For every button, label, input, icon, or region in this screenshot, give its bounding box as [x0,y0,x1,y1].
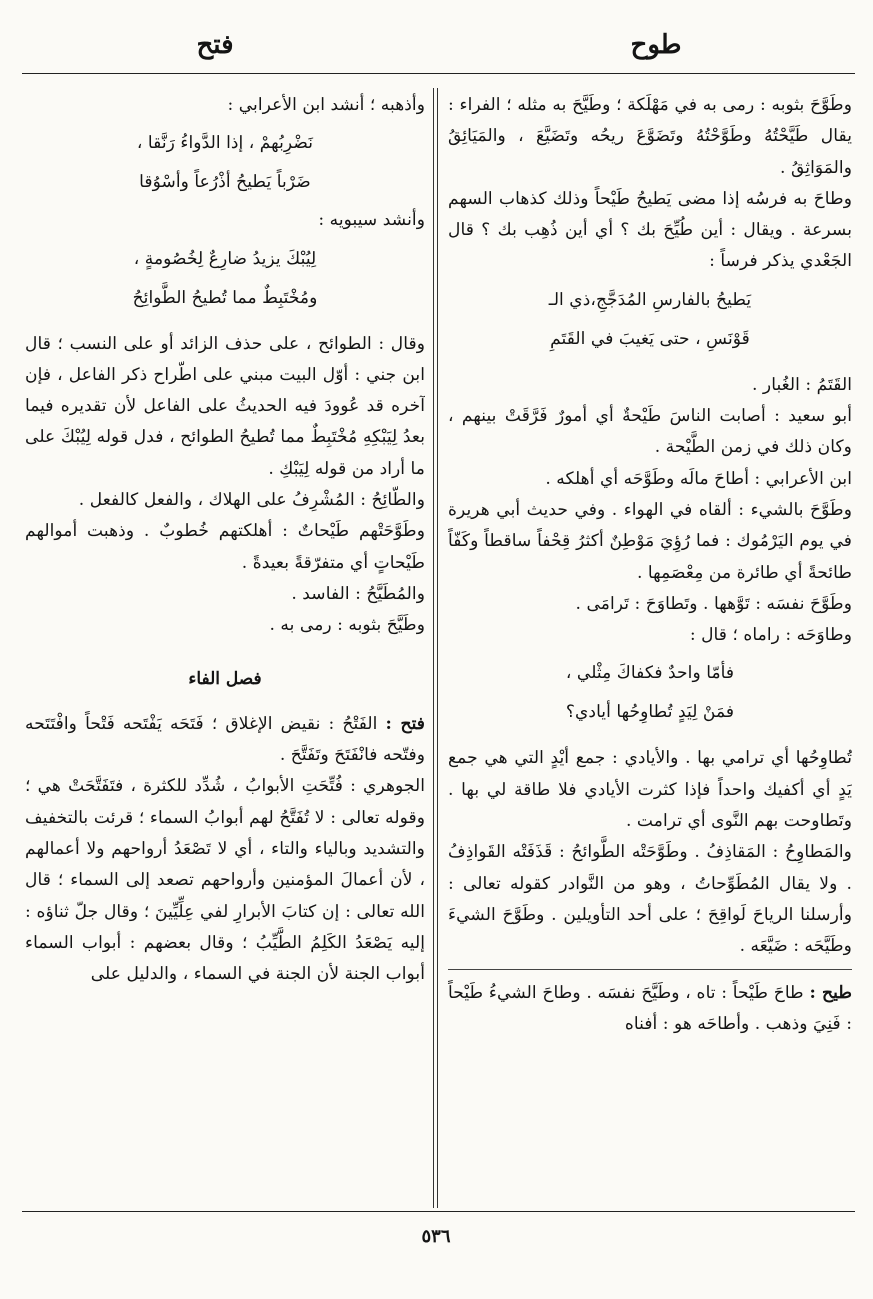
verse-line [25,127,425,160]
right-running-head: طوح [630,30,682,60]
entry-paragraph [25,329,425,485]
column-divider [433,88,434,1208]
bottom-rule [22,1211,855,1212]
entry-text: فمَنْ لِيَدٍ تُطاوِحُها أيادي؟ [565,702,735,723]
entry-text: وطَوَّحَ نفسَه : تَوَّهها . وتَطاوَحَ : تَرامَى . [575,593,852,614]
entry-text: فأمّا واحدٌ فكفاكَ مِثْلي ، [565,663,735,684]
entry-text: وأذهبه ؛ أنشد ابن الأعرابي : [227,95,425,115]
verse-line [448,284,852,317]
entry-text: وأنشد سيبويه : [318,210,425,231]
entry-text: ضَرْباً يَطيحُ أذْرُعاً وأسْوُقا [139,172,311,193]
entry-paragraph [448,464,852,495]
entry-text: وقال : الطوائح ، على حذف الزائد أو على النسب ؛ قال ابن جني : أوّل البيت مبني على اطّراح ذكر الفاعل ، فإن آخره قد عُوودَ فيه الحديثُ على الفاعل لأن تقديره فيما بعدُ لِيَبْكِهِ مُخْتَبِطٌ مما تُطيحُ الطوائح ، فدل قوله لِيُبْكَ على ما أراد من قوله لِيَبْكِ . [25,333,425,479]
entry-text: وطاوَحَه : راماه ؛ قال : [689,625,852,646]
entry-paragraph [448,184,852,278]
entry-paragraph [25,709,425,772]
entry-text: نَضْرِبُهمْ ، إذا الدَّواءُ رَنَّقا ، [136,133,314,154]
entry-text: وطَوَّحَتْهم طَيْحاتٌ : أهلكتهم خُطوبٌ . وذهبت أموالهم طَيْحاتٍ أي متفرّقةً بعيدةً . [25,521,425,573]
entry-text: والطّائِحُ : المُشْرِفُ على الهلاك ، والفعل كالفعل . [78,490,425,511]
right-column [448,90,852,1040]
entry-text: وطَوَّحَ بالشيء : ألقاه في الهواء . وفي حديث أبي هريرة في يوم اليَرْمُوك : فما رُؤِيَ مَوْطِنٌ أكثرُ قِحْفاً ساقطاً وكَفّاً طائحةً أي طائرة من مِعْصَمِها . [448,499,852,583]
entry-text: يَطيحُ بالفارسِ المُدَجَّجِ،ذي الـ [548,289,752,310]
section-heading: فصل الفاء [188,668,262,689]
verse-line [448,696,852,729]
page-number: ٥٣٦ [421,1226,451,1247]
entry-text: وطَيَّحَ بثوبه : رمى به . [269,615,425,636]
entry-text: ومُخْتَبِطٌ مما تُطيحُ الطَّوائِحُ [132,287,318,308]
headword: طيح : [809,982,852,1003]
entry-paragraph [448,401,852,464]
entry-paragraph [25,205,425,236]
entry-text: طاحَ طَيْحاً : تاه ، وطَيَّحَ نفسَه . وطاحَ الشيءُ طَيْحاً : فَنِيَ وذهب . وأطاحَه هو : أفناه [448,982,852,1034]
entry-text: وطَوَّحَ بثوبه : رمى به في مَهْلَكة ؛ وطَيَّحَ به مثله ؛ الفراء : يقال طَيَّحْتُهُ وطَوَّحْتُهُ وتَضَوَّعَ ريحُه وتَضَيَّعَ ، والمَيَائِقُ والمَوَاثِقُ . [448,95,852,178]
verse-line [25,282,425,315]
entry-text: القَتَمُ : الغُبار . [751,374,852,395]
entry-paragraph [448,589,852,620]
entry-paragraph [448,370,852,401]
entry-separator [448,969,852,970]
entry-text: الفَتْحُ : نقيض الإغلاق ؛ فَتَحَه يَفْتَحه فَتْحاً وافْتَتَحه وفتّحه فانْفَتَحَ وتَفَتَّحَ . [25,713,425,766]
left-running-head: فتح [196,30,234,60]
entry-paragraph [448,495,852,589]
entry-paragraph [448,620,852,651]
entry-text: والمَطاوِحُ : المَقاذِفُ . وطَوَّحَتْه الطَّوائحُ : قَذَفَتْه القَواذِفُ . ولا يقال المُطَوِّحاتُ ، وهو من النَّوادر كقوله تعالى : وأرسلنا الرياحَ لَواقِحَ ؛ على أحد التأويلين . وطَوَّحَ الشيءَ وطَيَّحَه : ضَيَّعَه . [448,842,852,957]
entry-paragraph [25,485,425,516]
entry-paragraph [25,610,425,641]
verse-line [25,243,425,276]
entry-paragraph [448,90,852,184]
entry-paragraph [25,579,425,610]
column-divider-inner [437,88,438,1208]
entry-text: الجوهري : فُتِّحَتِ الأبوابُ ، شُدِّد للكثرة ، فتَفَتَّحَتْ هي ؛ وقوله تعالى : لا تُفَتَّحُ لهم أبوابُ السماء ؛ قرئت بالتخفيف والتشديد وبالياء والتاء ، أي لا تَصْعَدُ أرواحهم ولا أعمالهم ، لأن أعمالَ المؤمنين وأرواحهم تصعد إلى السماء ؛ قال الله تعالى : إن كتابَ الأبرارِ لفي عِلِّيِّينَ ؛ وقال جلّ ثناؤه : إليه يَصْعَدُ الكَلِمُ الطَّيِّبُ ؛ وقال بعضهم : أبواب السماء أبواب الجنة لأن الجنة في السماء ، والدليل على [25,776,425,985]
entry-paragraph [448,743,852,837]
verse-line [25,166,425,199]
top-rule [22,73,855,74]
entry-text: لِيُبْكَ يزيدُ ضارِعٌ لِخُصُومةٍ ، [133,248,317,269]
verse-line [448,323,852,356]
left-column [25,90,425,991]
entry-paragraph [448,837,852,962]
entry-text: أبو سعيد : أصابت الناسَ طَيْحةٌ أي أمورٌ فَرَّقَتْ بينهم ، وكان ذلك في زمن الطَّيْحة . [448,406,852,458]
entry-text: تُطاوِحُها أي ترامي بها . والأيادي : جمع أيْدٍ التي هي جمع يَدٍ أي أكفيك واحداً فإذا كثرت الأيادي فلا طاقة لي بها . وتَطاوحت بهم النَّوى أي ترامت . [448,748,852,832]
headword: فتح : [385,713,425,734]
entry-paragraph [25,516,425,579]
verse-line [448,657,852,690]
entry-text: ابن الأعرابي : أطاحَ مالَه وطَوَّحَه أي أهلكه . [545,468,852,489]
entry-text: وطاحَ به فرسُه إذا مضى يَطيحُ طَيْحاً وذلك كذهاب السهم بسرعة . ويقال : أين طُيِّحَ بك ؟ أي أين ذُهِب بك ؟ قال الجَعْدي يذكر فرساً : [448,188,852,272]
entry-paragraph [448,978,852,1041]
entry-text: والمُطَيَّحُ : الفاسد . [291,583,425,604]
entry-text: قَوْنَسِ ، حتى يَغيبَ في القَتَمِ [550,328,750,349]
entry-paragraph [25,771,425,990]
entry-paragraph [25,90,425,121]
